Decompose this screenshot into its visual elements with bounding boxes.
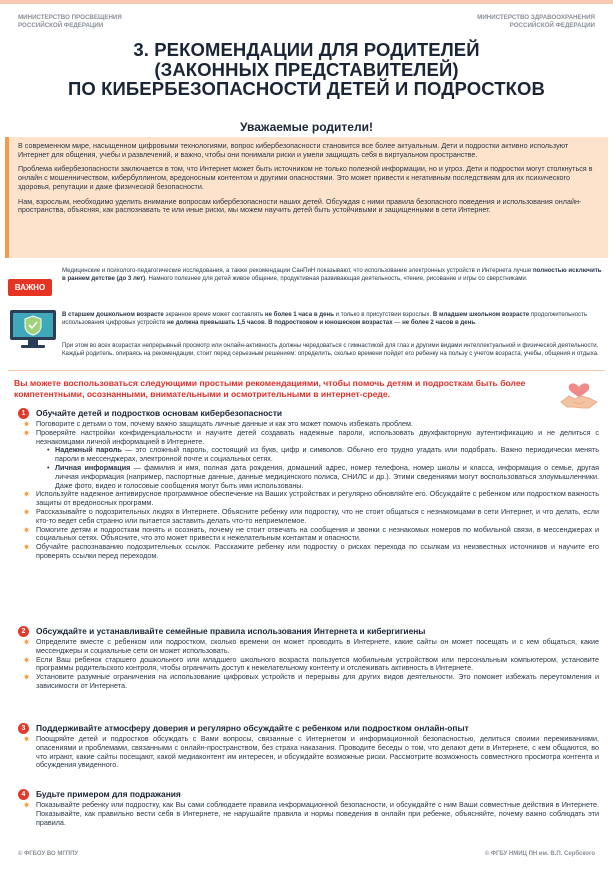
note-emphasis: не должна превышать 1,5 часов	[166, 318, 265, 326]
section-title: Поддерживайте атмосферу доверия и регулярно обсуждайте с ребенком или подростком онлайн-опыт	[36, 723, 469, 733]
section-title: Будьте примером для подражания	[36, 789, 181, 799]
note-text: Медицинские и психолого-педагогические исследования, а также рекомендации СанПиН показывают, что использование электронных устройств и Интернета лучше	[62, 267, 533, 274]
intro-box	[5, 137, 608, 258]
list-item	[18, 508, 599, 526]
section-items	[18, 801, 599, 827]
section-number: 3	[18, 723, 29, 734]
note-emphasis: полностью исключить в раннем детстве (до 3 лет)	[62, 267, 602, 282]
note-text: продолжительность использования цифровых устройств	[62, 311, 588, 326]
term: Личная информация	[55, 462, 131, 472]
list-item	[18, 801, 599, 827]
ministry-left-line2: РОССИЙСКОЙ ФЕДЕРАЦИИ	[18, 21, 104, 29]
section-number: 1	[18, 408, 29, 419]
definition: — это сложный пароль, состоящий из букв, цифр и символов. Обычно его трудно угадать или подобрать. Важно периодически менять пароли в мессенджерах, электронной почте и социальных сетях.	[55, 445, 599, 464]
divider	[8, 370, 605, 371]
note-text: .	[264, 318, 269, 326]
footer-credit-left: © ФГБОУ ВО МГППУ	[18, 851, 79, 857]
sun-star-icon: ✷	[23, 506, 31, 517]
list-item	[18, 543, 599, 561]
sub-list-item	[46, 464, 599, 490]
top-stripe	[0, 0, 613, 4]
term: Надежный пароль	[55, 445, 122, 455]
intro-paragraph: Нам, взрослым, необходимо уделить внимание вопросам кибербезопасности наших детей. Обсуждая с ними правила безопасного поведения и использования онлайн-пространства, объясняя, как распознавать те или иные риски, мы можем научить детей быть устойчивыми и защищенными в сети Интернет.	[18, 196, 582, 215]
note-emphasis: В подростковом и юношеском возрастах	[268, 318, 393, 326]
section-items	[18, 638, 599, 691]
note-text: .	[475, 318, 477, 326]
ministry-right-line2: РОССИЙСКОЙ ФЕДЕРАЦИИ	[509, 21, 595, 29]
monitor-shield-icon	[8, 306, 58, 350]
list-item	[18, 526, 599, 544]
page-title	[20, 40, 593, 99]
title-line-1: 3. РЕКОМЕНДАЦИИ ДЛЯ РОДИТЕЛЕЙ	[133, 39, 480, 60]
section-4	[18, 788, 599, 827]
list-item	[18, 638, 599, 656]
section-number: 4	[18, 789, 29, 800]
list-item	[18, 673, 599, 691]
sun-star-icon: ✷	[23, 734, 31, 744]
section-3	[18, 722, 599, 770]
section-header	[18, 625, 599, 637]
section-header	[18, 788, 599, 800]
note-text: —	[392, 318, 403, 326]
note-emphasis: не более 1 часа в день	[264, 311, 334, 318]
title-line-3: ПО КИБЕРБЕЗОПАСНОСТИ ДЕТЕЙ И ПОДРОСТКОВ	[68, 78, 545, 99]
definition: — фамилия и имя, полная дата рождения, домашний адрес, номер телефона, номер школы и класса, информация о семье, другая личная информация (например, паспортные данные, данные медицинского полиса, СНИЛС и др.). Этими сведениями могут воспользоваться злоумышленники. Даже фото, видео и голосовые сообщения могут быть ими использованы.	[55, 462, 599, 490]
note-emphasis: В старшем дошкольном возрасте	[62, 311, 164, 318]
item-text: Показывайте ребенку или подростку, как Вы сами соблюдаете правила информационной безопасности, и обсуждайте с ним Ваши совместные действия в Интернете. Показывайте, как правильно вести себя в Интернете, не нарушайте правила и нормы поведения в онлайн при ребенке, объясняйте, почему важно соблюдать эти правила.	[36, 800, 599, 827]
intro-paragraph: В современном мире, насыщенном цифровыми технологиями, вопрос кибербезопасности становится все более актуальным. Дети и подростки активно используют Интернет для общения, учебы и развлечений, и важно, чтобы они понимали риски и умели защищать себя в виртуальном пространстве.	[18, 141, 569, 159]
list-item	[18, 429, 599, 491]
section-title: Обучайте детей и подростков основам кибербезопасности	[36, 408, 283, 418]
list-item	[18, 490, 599, 508]
sub-list-item	[46, 446, 599, 464]
section-header	[18, 407, 599, 419]
important-note-screen-time	[62, 311, 603, 326]
sun-star-icon: ✷	[23, 637, 31, 647]
item-text: Поговорите с детьми о том, почему важно защищать личные данные и как это может помочь избежать проблем.	[36, 419, 413, 428]
section-title: Обсуждайте и устанавливайте семейные правила использования Интернета и кибергигиены	[36, 626, 426, 636]
sun-star-icon: ✷	[23, 419, 31, 429]
item-text: Рассказывайте о подозрительных людях в Интернете. Объясните ребенку или подростку, что не стоит общаться с незнакомцами в сети Интернет, и что делать, если кто-то ведет себя странно или пытается заставить делать что-то неприемлемое.	[36, 506, 599, 525]
sun-star-icon: ✷	[23, 489, 31, 500]
item-text: Используйте надежное антивирусное программное обеспечение на Ваших устройствах и регулярно обновляйте его. Обсуждайте с ребенком или подростком важность защиты от вредоносных программ.	[36, 489, 599, 508]
section-items	[18, 420, 599, 561]
item-text: Установите разумные ограничения на использование цифровых устройств и перерывы для других видов деятельности. Это поможет избежать переутомления и зависимости от Интернета.	[36, 672, 599, 690]
item-text: Проверяйте настройки конфиденциальности и научите детей создавать надежные пароли, использовать двухфакторную аутентификацию и не делиться с незнакомцами личной информацией в Интернете.	[36, 427, 599, 446]
sub-list	[36, 446, 599, 490]
note-text: и только в присутствии взрослых.	[333, 311, 433, 318]
section-items	[18, 735, 599, 770]
sun-star-icon: ✷	[23, 524, 31, 535]
sun-star-icon: ✷	[23, 542, 31, 553]
note-emphasis: не более 2 часов в день	[402, 318, 476, 326]
item-text: Поощряйте детей и подростков обсуждать с Вами вопросы, связанные с Интернетом и информационной безопасностью, делиться своими переживаниями, опасениями и проблемами, связанными с онлайн-пространством, без страха наказания. Проводите беседы о том, что делают дети в Интернете, с кем общаются, во что играют, какие сайты посещают, какой медиаконтент им интересен, и обсуждайте возможные риски. Рассмотрите возможность совместного просмотра контента и обсуждения увиденного.	[36, 734, 599, 770]
important-note-early-childhood	[62, 267, 603, 282]
item-text: Обучайте распознаванию подозрительных ссылок. Расскажите ребенку или подростку о рисках перехода по ссылкам из неизвестных источников и научите его проверять ссылки перед переходом.	[36, 542, 599, 560]
item-text: Помогите детям и подросткам понять и осознать, почему не стоит отвечать на сообщения и звонки с незнакомых номеров по мобильной связи, в мессенджерах и социальных сетях. Объясните, что это может привести к нежелательным контактам и опасности.	[36, 524, 599, 543]
section-header	[18, 722, 599, 734]
item-text: Определите вместе с ребенком или подростком, сколько времени он может проводить в Интернете, какие сайты он может посещать и с кем общаться, какие мессенджеры и социальные сети он может использовать.	[36, 637, 599, 655]
note-emphasis: В младшем школьном возрасте	[432, 311, 530, 318]
sun-star-icon: ✷	[23, 654, 31, 665]
ministry-left-line1: МИНИСТЕРСТВО ПРОСВЕЩЕНИЯ	[18, 14, 122, 21]
list-item	[18, 656, 599, 674]
sun-star-icon: ✷	[23, 800, 31, 810]
ministry-education-label	[18, 14, 122, 29]
ministry-right-line1: МИНИСТЕРСТВО ЗДРАВООХРАНЕНИЯ	[477, 14, 595, 21]
note-text: экранное время может составлять	[163, 311, 265, 318]
greeting: Уважаемые родители!	[240, 120, 373, 134]
recommendations-callout: Вы можете воспользоваться следующими простыми рекомендациями, чтобы помочь детям и подросткам быть более компетентными, осознанными, внимательными и осмотрительными в интернет-среде.	[14, 378, 526, 399]
intro-paragraph: Проблема кибербезопасности заключается в том, что Интернет может быть источником не только полезной информации, но и угроз. Дети и подростки могут столкнуться в онлайн с мошенничеством, кибербуллингом, вредоносным контентом и другими опасностями. Это может привести к негативным последствиям для их психического здоровья, репутации и даже физической безопасности.	[18, 164, 593, 191]
important-badge: ВАЖНО	[8, 279, 52, 296]
item-text: Если Ваш ребенок старшего дошкольного или младшего школьного возраста пользуется мобильным устройством или персональным компьютером, установите программы родительского контроля, чтобы ограничить доступ к нежелательному контенту и отслеживать активность в Интернете.	[36, 654, 599, 673]
section-number: 2	[18, 626, 29, 637]
footer-credit-right: © ФГБУ НМИЦ ПН им. В.П. Сербского	[484, 851, 595, 857]
section-2	[18, 625, 599, 691]
title-line-2: (ЗАКОННЫХ ПРЕДСТАВИТЕЛЕЙ)	[154, 58, 459, 80]
list-item	[18, 735, 599, 770]
section-1	[18, 407, 599, 561]
note-text: . Намного полезнее для детей живое общение, продуктивная развивающая деятельность, чтение, рисование и игры со сверстниками.	[145, 274, 528, 282]
sun-star-icon: ✷	[23, 427, 31, 438]
ministry-health-label	[477, 14, 595, 29]
sun-star-icon: ✷	[23, 672, 31, 683]
important-note-activity: При этом во всех возрастах непрерывный просмотр или онлайн-активность должны чередоваться с гимнастикой для глаз и другими видами интеллектуальной и физической деятельности. Каждый родитель, опираясь на рекомендации, стоит перед серьезным решением: определить, сколько времени пойдет его ребенку на пользу с учетом возраста, учебы, общения и отдыха.	[62, 342, 599, 357]
